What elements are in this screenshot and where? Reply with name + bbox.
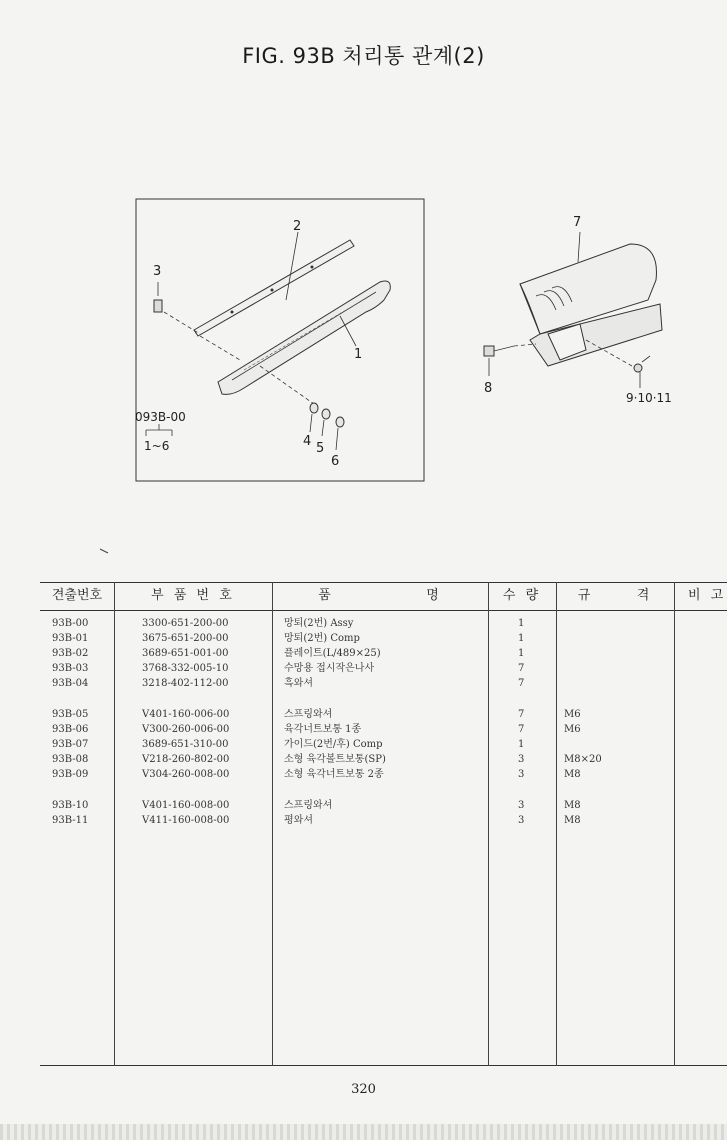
label-4: 4	[303, 434, 312, 449]
assembly-code: 093B-00	[135, 410, 186, 424]
parts-diagram	[0, 0, 727, 560]
header-qty: 수 량	[502, 588, 542, 603]
table-row: 93B-02 3689-651-001-00 플레이트(L/489×25) 1	[52, 648, 525, 659]
table-row: 93B-04 3218-402-112-00 흑와셔 7	[52, 678, 525, 689]
label-3: 3	[153, 264, 162, 279]
label-1: 1	[354, 347, 363, 362]
table-row: 93B-05 V401-160-006-00 스프링와셔 7 M6	[52, 709, 581, 720]
header-ref-no: 견출번호	[51, 588, 103, 603]
header-spec-b: 격	[636, 588, 653, 603]
parts-table	[40, 582, 727, 1066]
header-part-no: 부 품 번 호	[151, 588, 235, 603]
header-name-b: 명	[426, 588, 442, 603]
table-row: 93B-08 V218-260-802-00 소형 육각볼트보통(SP) 3 M8×20	[52, 754, 602, 765]
washer-part-5	[322, 409, 330, 419]
table-row: 93B-03 3768-332-005-10 수망용 접시작은나사 7	[52, 663, 525, 674]
header-name-a: 품	[318, 588, 334, 603]
label-7: 7	[573, 215, 582, 230]
assembly-frame	[136, 199, 424, 481]
washer-part-4	[310, 403, 318, 413]
label-9-10-11: 9·10·11	[626, 391, 672, 405]
table-row: 93B-10 V401-160-008-00 스프링와셔 3 M8	[52, 800, 581, 811]
screw-part-3	[154, 300, 162, 312]
table-row: 93B-01 3675-651-200-00 망퇴(2번) Comp 1	[52, 633, 525, 644]
header-spec-a: 규	[577, 588, 594, 603]
table-row: 93B-06 V300-260-006-00 육각너트보통 1종 7 M6	[52, 724, 581, 735]
table-row: 93B-11 V411-160-008-00 평와셔 3 M8	[52, 815, 581, 826]
page-title: FIG. 93B 처리통 관계(2)	[242, 44, 485, 68]
table-row: 93B-07 3689-651-310-00 가이드(2번/후) Comp 1	[52, 739, 525, 750]
assembly-range: 1~6	[144, 439, 170, 453]
table-row: 93B-00 3300-651-200-00 망퇴(2번) Assy 1	[52, 618, 525, 629]
page-number: 320	[351, 1082, 376, 1097]
label-6: 6	[331, 454, 340, 469]
table-row: 93B-09 V304-260-008-00 소형 육각너트보통 2종 3 M8	[52, 769, 581, 780]
label-8: 8	[484, 381, 493, 396]
guide-part-1	[218, 281, 390, 394]
label-5: 5	[316, 441, 325, 456]
header-remark: 비 고	[688, 588, 727, 603]
scan-edge	[0, 1124, 727, 1140]
nut-part-9-10-11	[634, 364, 642, 372]
nut-part-6	[336, 417, 344, 427]
label-2: 2	[293, 219, 302, 234]
bolt-part-8	[484, 346, 494, 356]
